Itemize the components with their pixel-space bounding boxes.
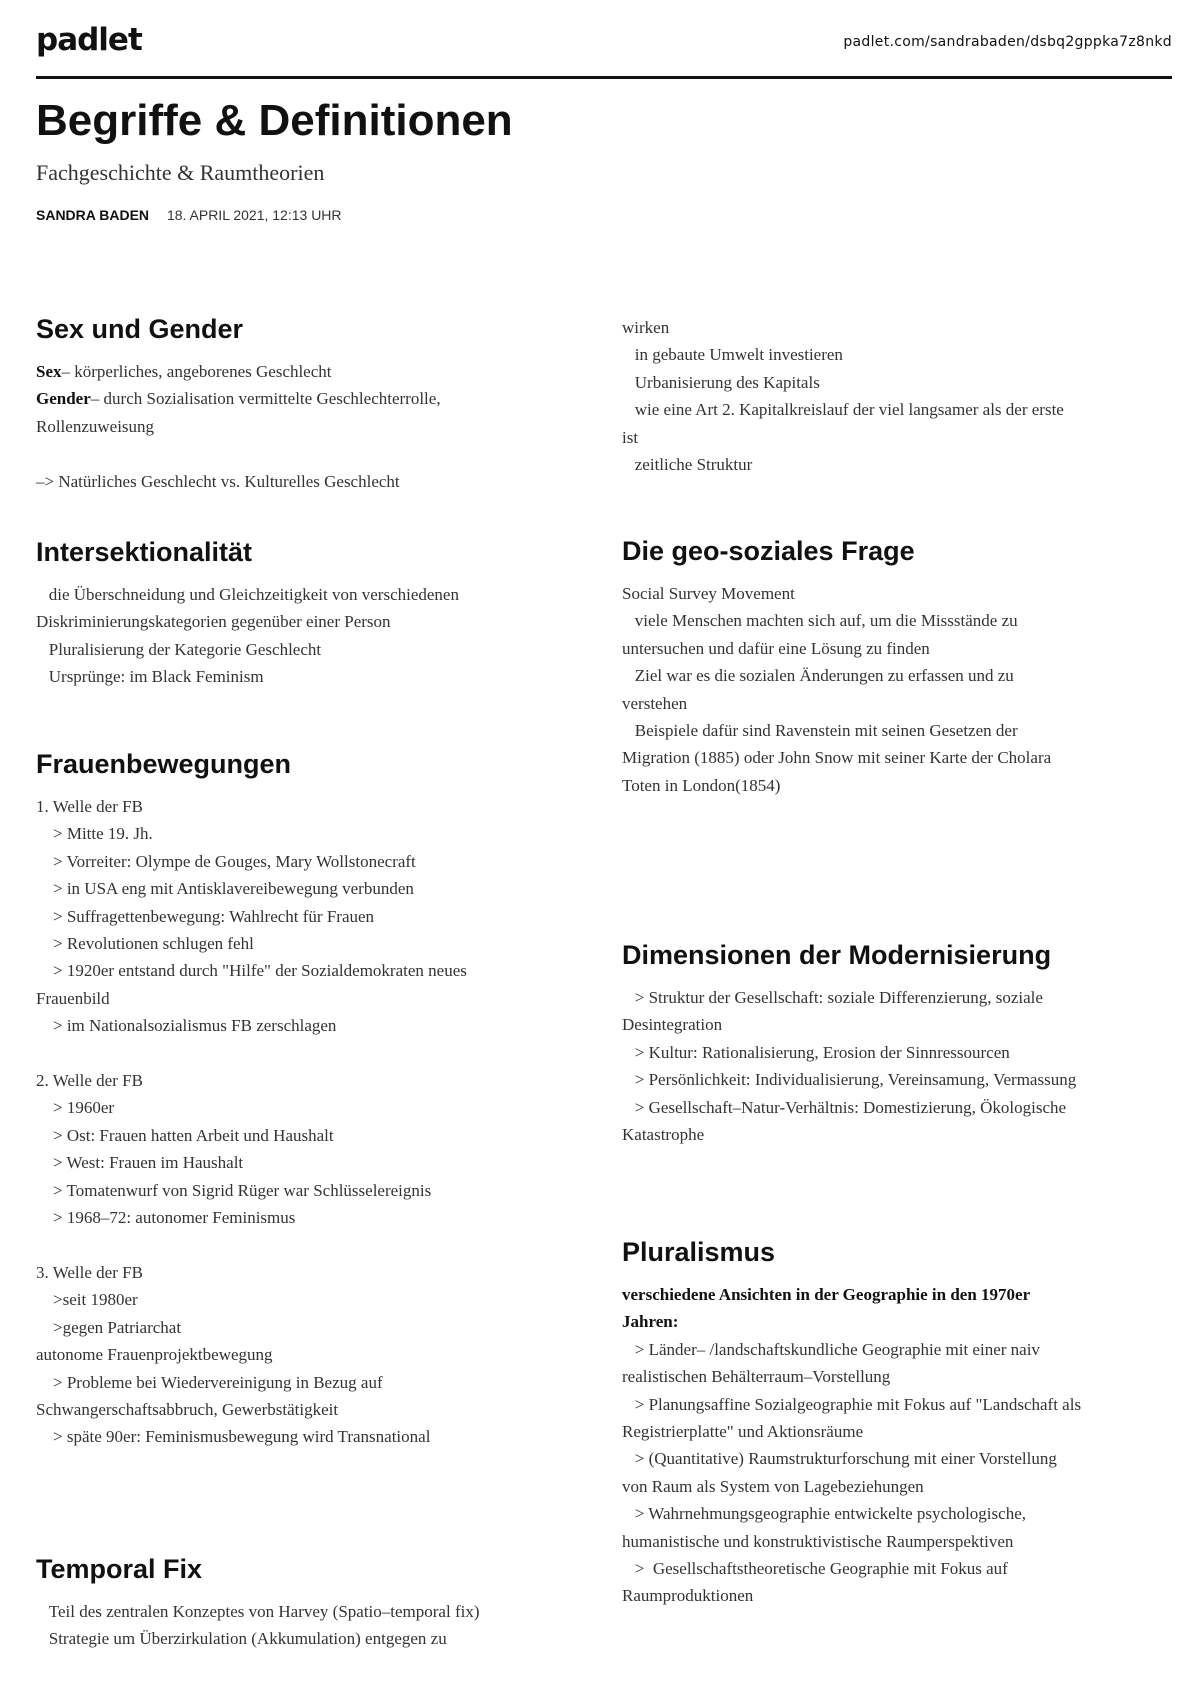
post-line: Katastrophe [622, 1125, 705, 1145]
post-line: wirken [622, 318, 670, 337]
post-line: Social Survey Movement [622, 584, 795, 603]
post-line: Desintegration [622, 1015, 723, 1035]
post-lines [622, 1336, 1177, 1610]
post-line: > Länder– /landschaftskundliche Geographie mit einer naiv [622, 1339, 1040, 1359]
term-gender: Gender [36, 389, 91, 409]
post-line: in gebaute Umwelt investieren [622, 345, 843, 365]
post-line: > Probleme bei Wiedervereinigung in Bezug auf [36, 1372, 383, 1392]
post-line: –> Natürliches Geschlecht vs. Kulturelles Geschlecht [36, 471, 400, 491]
post-frauenbewegungen [36, 747, 566, 1451]
post-line: > Tomatenwurf von Sigrid Rüger war Schlüsselereignis [36, 1180, 432, 1200]
post-line: Pluralisierung der Kategorie Geschlecht [36, 639, 322, 659]
post-line: wie eine Art 2. Kapitalkreislauf der viel langsamer als der erste [622, 400, 1064, 420]
post-line: > Revolutionen schlugen fehl [36, 934, 254, 954]
post-line: 2. Welle der FB [36, 1071, 143, 1091]
post-line: > Kultur: Rationalisierung, Erosion der Sinnressourcen [622, 1042, 1010, 1062]
publish-date: 18. APRIL 2021, 12:13 UHR [166, 207, 342, 223]
post-line: verstehen [622, 693, 688, 713]
bold-intro: Jahren: [622, 1312, 679, 1332]
post-line: Strategie um Überzirkulation (Akkumulation) entgegen zu [36, 1629, 447, 1649]
post-line [36, 440, 566, 467]
post-title: Frauenbewegungen [36, 749, 292, 779]
padlet-url[interactable]: padlet.com/sandrabaden/dsbq2gppka7z8nkd [843, 34, 1172, 50]
post-line: Raumproduktionen [622, 1586, 754, 1606]
post-body [622, 984, 1177, 1148]
post-line: von Raum als System von Lagebeziehungen [622, 1476, 924, 1496]
post-title: Pluralismus [622, 1237, 776, 1267]
post-body [622, 1281, 1177, 1610]
post-line: untersuchen und dafür eine Lösung zu finden [622, 638, 930, 658]
post-pluralismus [622, 1235, 1177, 1610]
post-title: Die geo-soziales Frage [622, 536, 915, 566]
post-line: Urbanisierung des Kapitals [622, 372, 820, 392]
post-line [36, 385, 566, 412]
post-dimensionen-der-modernisierung [622, 938, 1177, 1148]
post-geo-soziale-frage [622, 534, 1177, 799]
post-line: > Struktur der Gesellschaft: soziale Differenzierung, soziale [622, 988, 1043, 1007]
post-line: > (Quantitative) Raumstrukturforschung mit einer Vorstellung [622, 1449, 1057, 1469]
page-subtitle: Fachgeschichte & Raumtheorien [36, 160, 325, 185]
term-gender-definition: – durch Sozialisation vermittelte Geschlechterrolle, [90, 389, 441, 409]
post-line: > in USA eng mit Antisklavereibewegung verbunden [36, 879, 414, 899]
post-line: zeitliche Struktur [622, 455, 753, 475]
post-line: Schwangerschaftsabbruch, Gewerbstätigkeit [36, 1399, 339, 1419]
post-line: > Gesellschaftstheoretische Geographie mit Fokus auf [622, 1559, 1008, 1579]
post-line: ist [622, 427, 639, 447]
post-line: > Wahrnehmungsgeographie entwickelte psychologische, [622, 1504, 1026, 1524]
padlet-logo[interactable]: padlet [36, 22, 142, 58]
post-line [622, 1281, 1177, 1308]
post-body [36, 1598, 566, 1653]
post-line: >gegen Patriarchat [36, 1317, 182, 1337]
term-sex-definition: – körperliches, angeborenes Geschlecht [61, 362, 332, 381]
post-body [622, 580, 1177, 799]
post-line: die Überschneidung und Gleichzeitigkeit von verschiedenen [36, 585, 459, 604]
post-line [36, 358, 566, 385]
post-temporal-fix [36, 1552, 566, 1653]
post-line: > West: Frauen im Haushalt [36, 1153, 244, 1173]
post-line: > 1960er [36, 1098, 115, 1118]
post-body [36, 581, 566, 691]
post-sex-und-gender [36, 312, 566, 495]
post-intersektionalitaet [36, 535, 566, 691]
post-line: > 1968–72: autonomer Feminismus [36, 1208, 296, 1228]
post-line: autonome Frauenprojektbewegung [36, 1345, 273, 1365]
term-sex: Sex [36, 362, 62, 381]
post-line: Ziel war es die sozialen Änderungen zu erfassen und zu [622, 666, 1014, 686]
bold-intro: verschiedene Ansichten in der Geographie in den 1970er [622, 1285, 1031, 1304]
post-line [36, 1040, 566, 1067]
post-line: > Vorreiter: Olympe de Gouges, Mary Wollstonecraft [36, 851, 416, 871]
post-line: > späte 90er: Feminismusbewegung wird Transnational [36, 1427, 431, 1447]
post-line: Frauenbild [36, 988, 110, 1008]
post-line: Teil des zentralen Konzeptes von Harvey (Spatio–temporal fix) [36, 1602, 480, 1621]
post-title: Dimensionen der Modernisierung [622, 940, 1052, 970]
post-line: Rollenzuweisung [36, 416, 155, 436]
post-line: > im Nationalsozialismus FB zerschlagen [36, 1016, 337, 1036]
post-line: > 1920er entstand durch "Hilfe" der Sozialdemokraten neues [36, 961, 467, 981]
post-line: Ursprünge: im Black Feminism [36, 667, 264, 687]
post-line: 1. Welle der FB [36, 797, 143, 816]
post-line: >seit 1980er [36, 1290, 138, 1310]
post-line: 3. Welle der FB [36, 1262, 143, 1282]
post-line: > Mitte 19. Jh. [36, 824, 153, 844]
post-line: viele Menschen machten sich auf, um die Missstände zu [622, 611, 1018, 631]
post-line [622, 1308, 1177, 1335]
author-name: SANDRA BADEN [36, 207, 150, 223]
post-body [622, 314, 1177, 478]
post-line: realistischen Behälterraum–Vorstellung [622, 1367, 891, 1387]
post-line: > Planungsaffine Sozialgeographie mit Fokus auf "Landschaft als [622, 1394, 1082, 1414]
post-title: Sex und Gender [36, 314, 244, 344]
post-line: > Persönlichkeit: Individualisierung, Vereinsamung, Vermassung [622, 1070, 1077, 1090]
post-line: Diskriminierungskategorien gegenüber einer Person [36, 612, 391, 632]
post-line: Registrierplatte" und Aktionsräume [622, 1422, 864, 1442]
post-line: > Gesellschaft–Natur-Verhältnis: Domestizierung, Ökologische [622, 1097, 1067, 1117]
post-line: Beispiele dafür sind Ravenstein mit seinen Gesetzen der [622, 721, 1018, 741]
post-title: Temporal Fix [36, 1554, 203, 1584]
post-line [36, 1231, 566, 1258]
page-title: Begriffe & Definitionen [36, 96, 513, 145]
post-body [36, 793, 566, 1451]
post-line: Migration (1885) oder John Snow mit seiner Karte der Cholara [622, 748, 1052, 768]
post-title: Intersektionalität [36, 537, 253, 567]
post-temporal-fix-continued [622, 314, 1177, 478]
post-body [36, 358, 566, 495]
post-line: > Suffragettenbewegung: Wahlrecht für Frauen [36, 906, 375, 926]
post-line: humanistische und konstruktivistische Raumperspektiven [622, 1531, 1014, 1551]
post-line: > Ost: Frauen hatten Arbeit und Haushalt [36, 1125, 334, 1145]
page-meta [36, 207, 342, 223]
post-line: Toten in London(1854) [622, 775, 781, 795]
page-header [36, 22, 1172, 79]
